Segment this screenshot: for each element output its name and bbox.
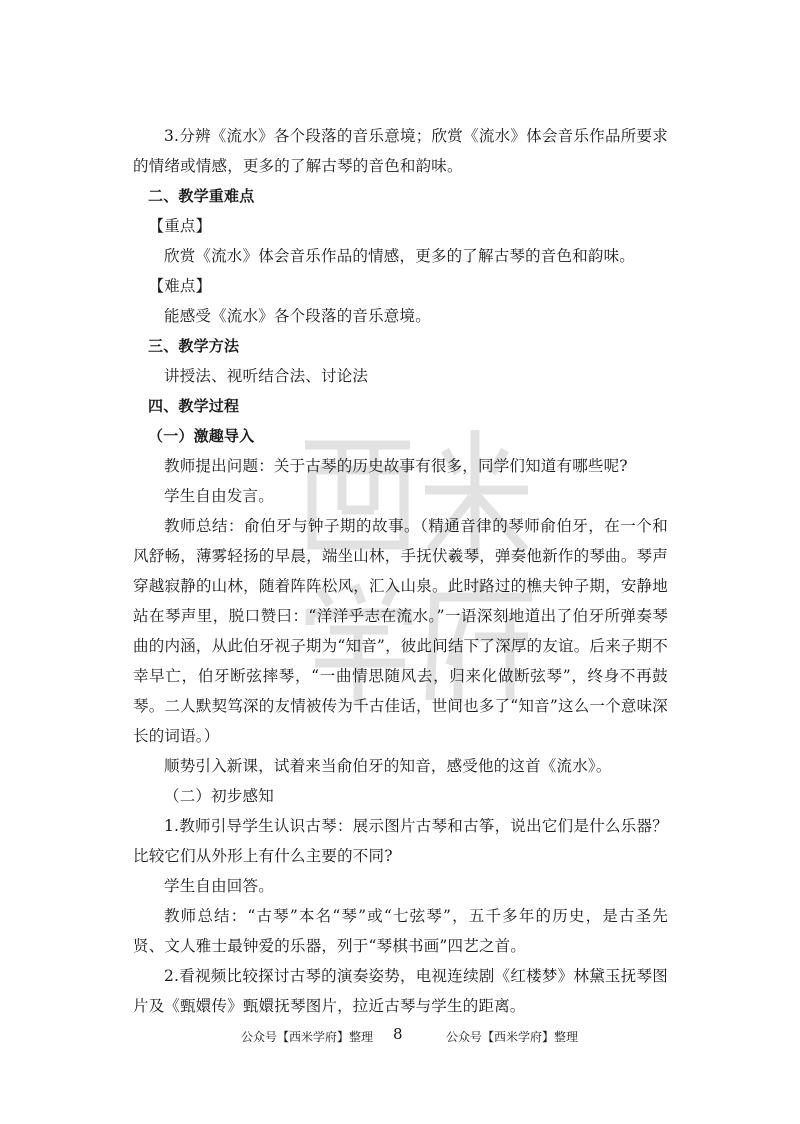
page-number: 8 [393,1025,403,1043]
subsection-heading-perception: （二）初步感知 [164,787,274,805]
student-response-1: 学生自由发言。 [164,487,274,505]
objective-3-paragraph: 3.分辨《流水》各个段落的音乐意境；欣赏《流水》体会音乐作品所要求的情绪或情感，更多的了解古琴的音色和韵味。 [133,127,668,175]
footer-left-note: 公众号【西米学府】整理 [241,1030,374,1044]
transition-paragraph: 顺势引入新课，试着来当俞伯牙的知音，感受他的这首《流水》。 [164,757,612,775]
section-heading-key-difficult: 二、教学重难点 [148,187,255,205]
teacher-question: 教师提出问题：关于古琴的历史故事有很多，同学们知道有哪些呢? [164,457,628,475]
subsection-heading-intro: （一）激趣导入 [148,427,255,445]
key-point-text: 欣赏《流水》体会音乐作品的情感，更多的了解古琴的音色和韵味。 [164,247,636,265]
page-footer [0,1025,800,1049]
student-response-2: 学生自由回答。 [164,877,274,895]
step-2-paragraph: 2.看视频比较探讨古琴的演奏姿势，电视连续剧《红楼梦》林黛玉抚琴图片及《甄嬛传》甄嬛抚琴图片，拉近古琴与学生的距离。 [133,967,668,1015]
section-heading-process: 四、教学过程 [148,397,240,415]
footer-right-note: 公众号【西米学府】整理 [446,1030,579,1044]
section-heading-methods: 三、教学方法 [148,337,240,355]
step-1-paragraph: 1.教师引导学生认识古琴：展示图片古琴和古筝，说出它们是什么乐器？比较它们从外形上有什么主要的不同? [133,817,668,865]
document-body [133,121,668,1021]
key-point-label: 【重点】 [148,217,212,235]
teacher-summary-guqin: 教师总结：“古琴”本名“琴”或“七弦琴”，五千多年的历史，是古圣先贤、文人雅士最钟爱的乐器，列于“琴棋书画”四艺之首。 [133,907,668,955]
difficult-point-text: 能感受《流水》各个段落的音乐意境。 [164,307,431,325]
teacher-summary-story: 教师总结：俞伯牙与钟子期的故事。（精通音律的琴师俞伯牙，在一个和风舒畅，薄雾轻扬的早晨，端坐山林，手抚伏羲琴，弹奏他新作的琴曲。琴声穿越寂静的山林，随着阵阵松风，汇入山泉。此时路过的樵夫钟子期，安静地站在琴声里，脱口赞曰：“洋洋乎志在流水。”一语深刻地道出了伯牙所弹奏琴曲的内涵，从此伯牙视子期为“知音”，彼此间结下了深厚的友谊。后来子期不幸早亡，伯牙断弦摔琴，“一曲情思随风去，归来化做断弦琴”，终身不再鼓琴。二人默契笃深的友情被传为千古佳话，世间也多了“知音”这么一个意味深长的词语。） [133,517,668,745]
methods-text: 讲授法、视听结合法、讨论法 [164,367,369,385]
difficult-point-label: 【难点】 [148,277,212,295]
